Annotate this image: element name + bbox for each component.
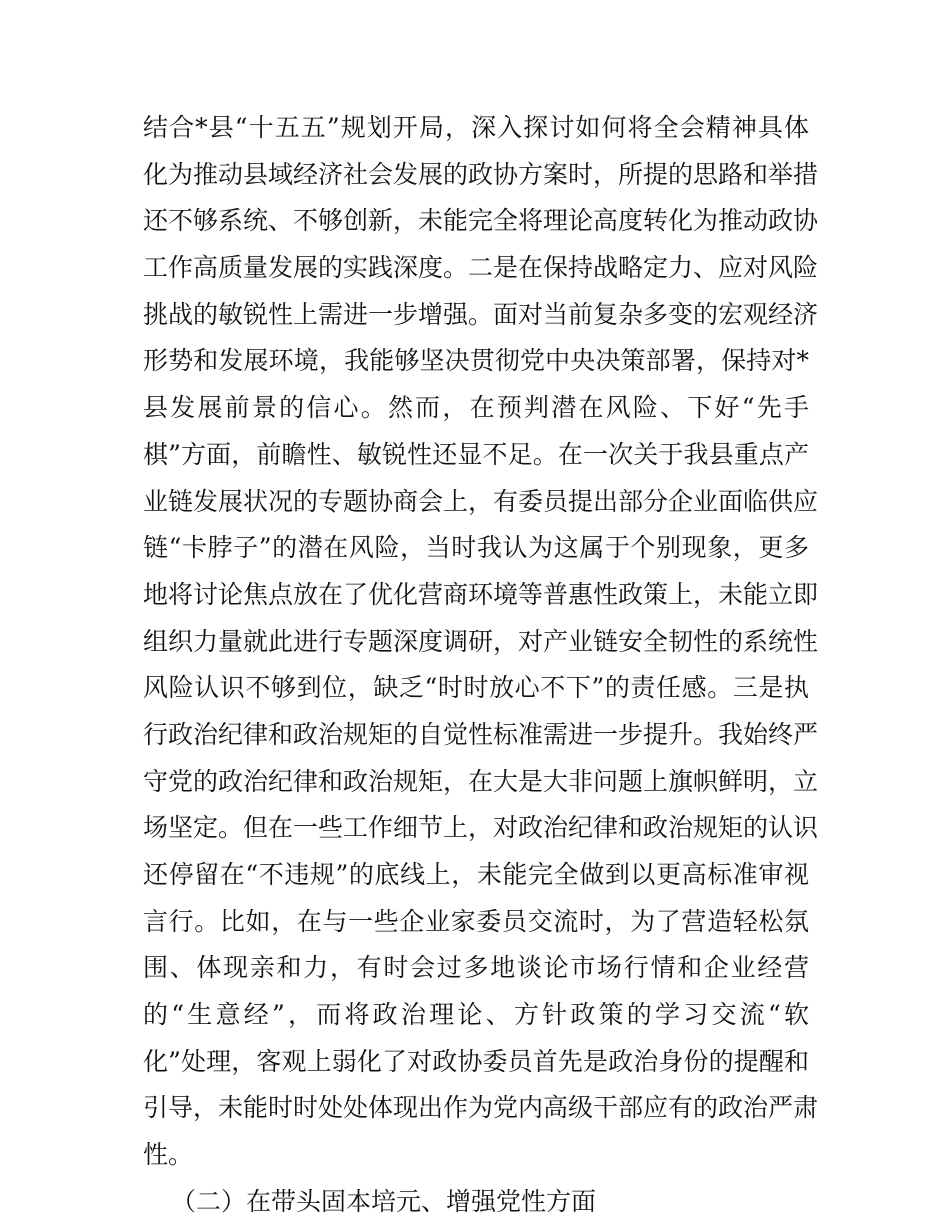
paragraph-line: 结合*县“十五五”规划开局，深入探讨如何将全会精神具体 — [143, 113, 809, 142]
paragraph-line: 化”处理，客观上弱化了对政协委员首先是政治身份的提醒和 — [143, 1046, 809, 1076]
paragraph-line: 挑战的敏锐性上需进一步增强。面对当前复杂多变的宏观经济 — [143, 299, 819, 329]
paragraph-line: 风险认识不够到位，缺乏“时时放心不下”的责任感。三是执 — [143, 673, 809, 703]
paragraph-line: 形势和发展环境，我能够坚决贯彻党中央决策部署，保持对* — [143, 346, 809, 376]
paragraph-line: 业链发展状况的专题协商会上，有委员提出部分企业面临供应 — [143, 486, 819, 516]
paragraph-line: 组织力量就此进行专题深度调研，对产业链安全韧性的系统性 — [143, 626, 819, 656]
paragraph-line: 守党的政治纪律和政治规矩，在大是大非问题上旗帜鲜明，立 — [143, 766, 819, 796]
section-heading: （二）在带头固本培元、增强党性方面 — [171, 1186, 597, 1216]
paragraph-line: 链“卡脖子”的潜在风险，当时我认为这属于个别现象，更多 — [143, 533, 809, 563]
paragraph-line: 还停留在“不违规”的底线上，未能完全做到以更高标准审视 — [143, 860, 809, 889]
document-page — [143, 105, 819, 1226]
paragraph-line: 引导，未能时时处处体现出作为党内高级干部应有的政治严肃 — [143, 1093, 819, 1123]
paragraph-line: 场坚定。但在一些工作细节上，对政治纪律和政治规矩的认识 — [143, 813, 819, 843]
paragraph-line: 工作高质量发展的实践深度。二是在保持战略定力、应对风险 — [143, 253, 819, 283]
paragraph-line: 棋”方面，前瞻性、敏锐性还显不足。在一次关于我县重点产 — [143, 439, 809, 469]
paragraph-line: 性。 — [143, 1140, 194, 1170]
paragraph-line: 的“生意经”，而将政治理论、方针政策的学习交流“软 — [143, 1000, 809, 1030]
paragraph-line: 围、体现亲和力，有时会过多地谈论市场行情和企业经营 — [143, 953, 809, 983]
paragraph-line: 还不够系统、不够创新，未能完全将理论高度转化为推动政协 — [143, 206, 819, 236]
paragraph-line: 行政治纪律和政治规矩的自觉性标准需进一步提升。我始终严 — [143, 719, 819, 749]
paragraph-line: 言行。比如，在与一些企业家委员交流时，为了营造轻松氛 — [143, 906, 809, 936]
paragraph-line: 化为推动县域经济社会发展的政协方案时，所提的思路和举措 — [143, 159, 819, 189]
paragraph-line: 地将讨论焦点放在了优化营商环境等普惠性政策上，未能立即 — [143, 579, 819, 609]
paragraph-line: 县发展前景的信心。然而，在预判潜在风险、下好“先手 — [143, 393, 809, 423]
